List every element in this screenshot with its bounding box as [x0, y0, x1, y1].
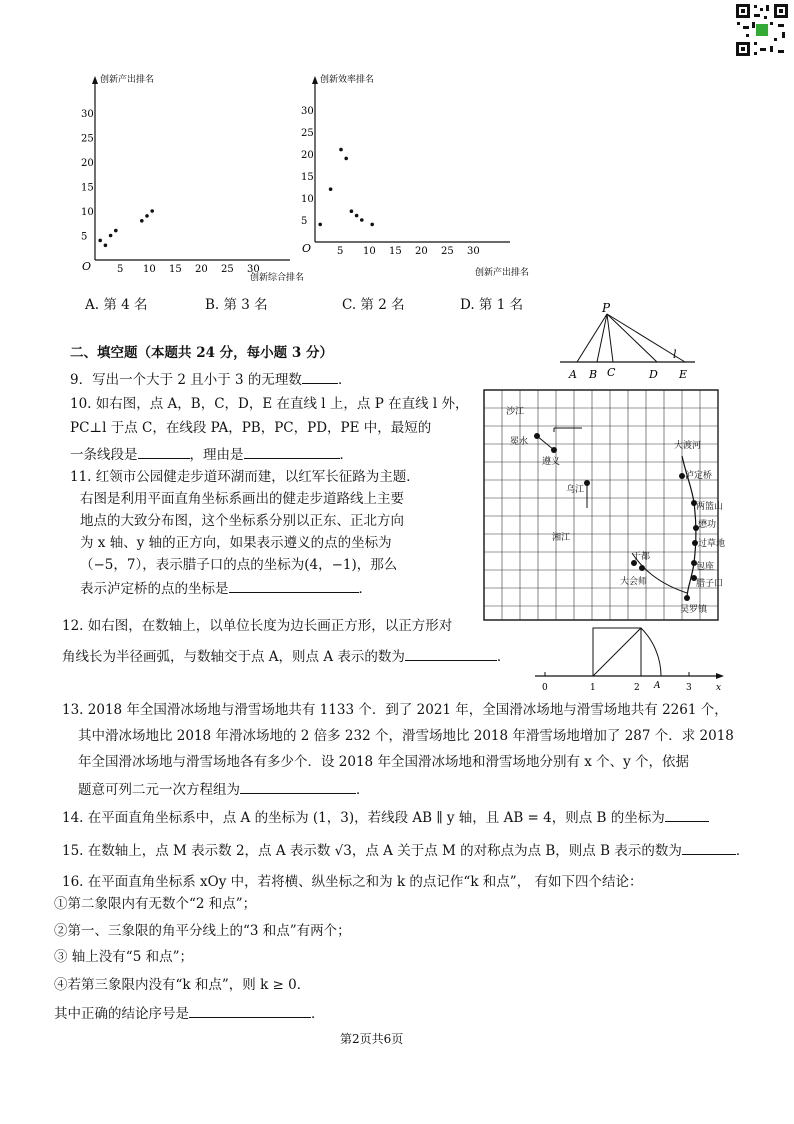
diagonal	[593, 628, 641, 676]
q11-line6	[80, 578, 372, 598]
y-tick-label: 25	[81, 133, 94, 145]
q8-option-c[interactable]: C. 第 2 名	[342, 297, 405, 313]
label-l: l	[673, 348, 677, 361]
q9-end: ．	[337, 372, 352, 388]
y-ticks	[81, 109, 94, 243]
q9-answer-blank[interactable]	[302, 369, 338, 384]
y-tick-label: 15	[301, 172, 314, 183]
q13-line4b: ．	[356, 782, 370, 798]
q10-line3	[70, 444, 353, 464]
section-2-title: 二、填空题（本题共 24 分，每小题 3 分）	[70, 345, 333, 361]
page-footer: 第2页共6页	[340, 1032, 404, 1046]
q11-line1: 11. 红领市公园健走步道环湖而建，以红军长征路为主题．	[70, 469, 420, 485]
q16-final-b: ．	[311, 1006, 325, 1022]
q12-line2	[62, 646, 510, 666]
q10-figure	[555, 300, 705, 382]
q12-line2b: ．	[496, 649, 511, 665]
q15-answer-blank[interactable]	[682, 840, 736, 855]
q13-answer-blank[interactable]	[240, 779, 356, 794]
q13-line2: 其中滑冰场地比 2018 年滑冰场地的 2 倍多 232 个，滑雪场地比 2018 年滑雪场地增加了 287 个．求 2018	[78, 728, 734, 744]
x-ticks	[117, 264, 260, 275]
point-dahuishi	[639, 565, 645, 571]
scatter-chart-1	[70, 70, 305, 292]
origin-label: O	[82, 260, 92, 273]
qr-code	[734, 2, 790, 58]
map-label-12: 大会师	[620, 577, 648, 587]
y-tick-label: 15	[81, 182, 94, 194]
x-tick-label: 5	[117, 264, 124, 275]
q13-line3: 年全国滑冰场地与滑雪场地各有多少个．设 2018 年全国滑冰场地和滑雪场地分别有 x 个、y 个，依据	[78, 754, 690, 770]
q12-line2a: 角线长为半径画弧，与数轴交于点 A，则点 A 表示的数为	[62, 649, 405, 665]
map-label-14: 腊子口	[696, 579, 724, 589]
q16-conclusion-3: ③ 轴上没有“5 和点”；	[54, 949, 193, 965]
map-border	[484, 390, 718, 620]
label-x: x	[716, 683, 722, 693]
y-tick-label: 30	[81, 109, 94, 120]
q11-line6a: 表示泸定桥的点的坐标是	[80, 581, 229, 597]
q8-option-a[interactable]: A. 第 4 名	[85, 297, 148, 313]
q10-line3b: ，理由是	[189, 447, 244, 463]
data-point	[114, 229, 118, 233]
data-point	[150, 209, 154, 213]
y-ticks	[301, 106, 314, 227]
points	[98, 209, 154, 247]
map-label-2: 冕水	[510, 437, 529, 447]
question-15	[62, 840, 749, 860]
x-tick-label: 5	[337, 246, 344, 257]
q14-text: 14. 在平面直角坐标系中，点 A 的坐标为 (1，3)，若线段 AB ∥ y 轴，且 AB = 4，则点 B 的坐标为	[62, 810, 665, 826]
question-9	[70, 369, 351, 389]
x-axis-label: 创新综合排名	[250, 273, 305, 283]
x-axis-label: 创新产出排名	[475, 268, 530, 278]
y-axis-label: 创新效率排名	[320, 75, 375, 85]
q16-intro: 16. 在平面直角坐标系 xOy 中，若将横、纵坐标之和为 k 的点记作“k 和点”， 有如下四个结论：	[62, 874, 643, 890]
y-tick-label: 20	[301, 150, 314, 161]
point-zunyi-start	[534, 433, 540, 439]
x-tick-label: 30	[467, 246, 480, 257]
map-label-10: 过草地	[698, 539, 726, 549]
x-tick-label: 25	[221, 264, 234, 275]
origin-label: O	[302, 242, 312, 255]
data-point	[140, 219, 144, 223]
y-tick-label: 5	[81, 231, 88, 243]
q11-line3: 地点的大致分布图，这个坐标系分别以正东、正北方向	[80, 513, 404, 529]
data-point	[98, 239, 102, 243]
q12-numberline-figure	[530, 628, 730, 698]
q16-conclusion-1: ①第二象限内有无数个“2 和点”；	[54, 896, 257, 912]
y-axis-label-line1: 创新产出排名	[100, 75, 155, 85]
x-ticks	[337, 246, 480, 257]
map-label-1: 沙江	[506, 407, 525, 417]
q10-line2: PC⊥l 于点 C，在线段 PA，PB，PC，PD，PE 中，最短的	[70, 420, 432, 436]
q10-line3a: 一条线段是	[70, 447, 138, 463]
label-a: A	[654, 681, 661, 691]
label-d: D	[649, 368, 658, 381]
x-tick-label: 20	[415, 246, 428, 257]
data-point	[344, 157, 348, 161]
q9-text: 9．写出一个大于 2 且小于 3 的无理数	[70, 372, 302, 388]
y-tick-label: 5	[301, 216, 308, 227]
data-point	[370, 223, 374, 227]
data-point	[329, 187, 333, 191]
point-wujiang	[584, 480, 590, 486]
segment-pd	[607, 314, 657, 362]
q11-line6b: ．	[358, 581, 372, 597]
q16-final	[54, 1003, 325, 1023]
map-label-13: 包座	[696, 562, 715, 572]
map-label-9: 懋功	[698, 520, 717, 530]
q10-answer-blank-1[interactable]	[138, 444, 190, 459]
map-label-3: 遵义	[542, 457, 561, 467]
q12-answer-blank[interactable]	[405, 646, 497, 661]
y-tick-label: 10	[301, 194, 314, 205]
x-tick-label: 15	[389, 246, 402, 257]
data-point	[145, 214, 149, 218]
q16-conclusion-4: ④若第三象限内没有“k 和点”，则 k ≥ 0．	[54, 977, 311, 993]
label-a: A	[569, 368, 577, 381]
q10-answer-blank-2[interactable]	[244, 444, 340, 459]
point-wuqizhen	[684, 595, 690, 601]
q13-line1: 13. 2018 年全国滑冰场地与滑雪场地共有 1133 个．到了 2021 年，全国滑冰场地与滑雪场地共有 2261 个，	[62, 702, 728, 718]
q14-answer-blank[interactable]	[665, 807, 709, 822]
data-point	[339, 148, 343, 152]
data-point	[350, 209, 354, 213]
map-label-8: 两篮山	[696, 502, 724, 512]
y-tick-label: 10	[81, 207, 94, 218]
q11-line4: 为 x 轴、y 轴的正方向，如果表示遵义的点的坐标为	[80, 535, 392, 551]
map-label-15: 吴罗镇	[680, 605, 708, 615]
data-point	[355, 214, 359, 218]
data-point	[109, 234, 113, 238]
y-axis-arrow	[92, 76, 98, 84]
segment-pc	[607, 314, 613, 362]
y-tick-label: 25	[301, 128, 314, 139]
map-label-11: 于都	[632, 552, 651, 562]
tick-1: 1	[590, 683, 596, 693]
point-zunyi	[551, 447, 557, 453]
q16-conclusion-2: ②第一、三象限的角平分线上的“3 和点”有两个；	[54, 923, 351, 939]
x-tick-label: 15	[169, 264, 182, 275]
arc	[641, 628, 661, 676]
map-grid-figure	[482, 388, 726, 624]
map-label-4: 乌江	[566, 485, 585, 495]
q10-line1: 10. 如右图，点 A，B，C，D，E 在直线 l 上，点 P 在直线 l 外，	[70, 396, 469, 412]
q11-line5: （−5，7），表示腊子口的点的坐标为(4，−1)，那么	[80, 557, 398, 573]
tick-3: 3	[686, 683, 692, 693]
question-14	[62, 807, 709, 827]
x-tick-label: 30	[247, 264, 260, 275]
q13-line4	[78, 779, 370, 799]
label-b: B	[589, 368, 598, 381]
q16-answer-blank[interactable]	[189, 1003, 311, 1018]
map-label-7: 泸定桥	[685, 471, 713, 481]
label-e: E	[679, 368, 688, 381]
points	[318, 148, 374, 226]
data-point	[104, 244, 108, 248]
x-tick-label: 10	[363, 246, 376, 257]
y-tick-label: 30	[301, 106, 314, 117]
q15-text: 15. 在数轴上，点 M 表示数 2，点 A 表示数 √3，点 A 关于点 M 的对称点为点 B，则点 B 表示的数为	[62, 843, 682, 859]
data-point	[318, 223, 322, 227]
x-tick-label: 25	[441, 246, 454, 257]
scatter-chart-2	[290, 70, 530, 292]
label-p: P	[602, 301, 611, 315]
y-axis-arrow	[312, 76, 318, 84]
q8-option-b[interactable]: B. 第 3 名	[205, 297, 268, 313]
map-label-6: 大渡河	[674, 441, 702, 451]
q11-line2: 右图是利用平面直角坐标系画出的健走步道路线上主要	[80, 491, 404, 507]
q13-line4a: 题意可列二元一次方程组为	[78, 782, 240, 798]
q8-option-d[interactable]: D. 第 1 名	[460, 297, 524, 313]
axis-arrow	[716, 673, 724, 679]
q11-answer-blank[interactable]	[229, 578, 359, 593]
tick-2: 2	[634, 683, 640, 693]
y-axis-label	[100, 73, 154, 85]
map-label-5: 湘江	[552, 533, 571, 543]
q15-end: ．	[735, 843, 750, 859]
q12-line1: 12. 如右图，在数轴上，以单位长度为边长画正方形，以正方形对	[62, 618, 453, 634]
q16-final-a: 其中正确的结论序号是	[54, 1006, 189, 1022]
x-tick-label: 10	[143, 264, 156, 275]
y-tick-label: 20	[81, 158, 94, 169]
tick-0: 0	[542, 683, 548, 693]
label-c: C	[607, 366, 616, 379]
q10-line3c: ．	[339, 447, 353, 463]
data-point	[360, 218, 364, 222]
x-tick-label: 20	[195, 264, 208, 275]
